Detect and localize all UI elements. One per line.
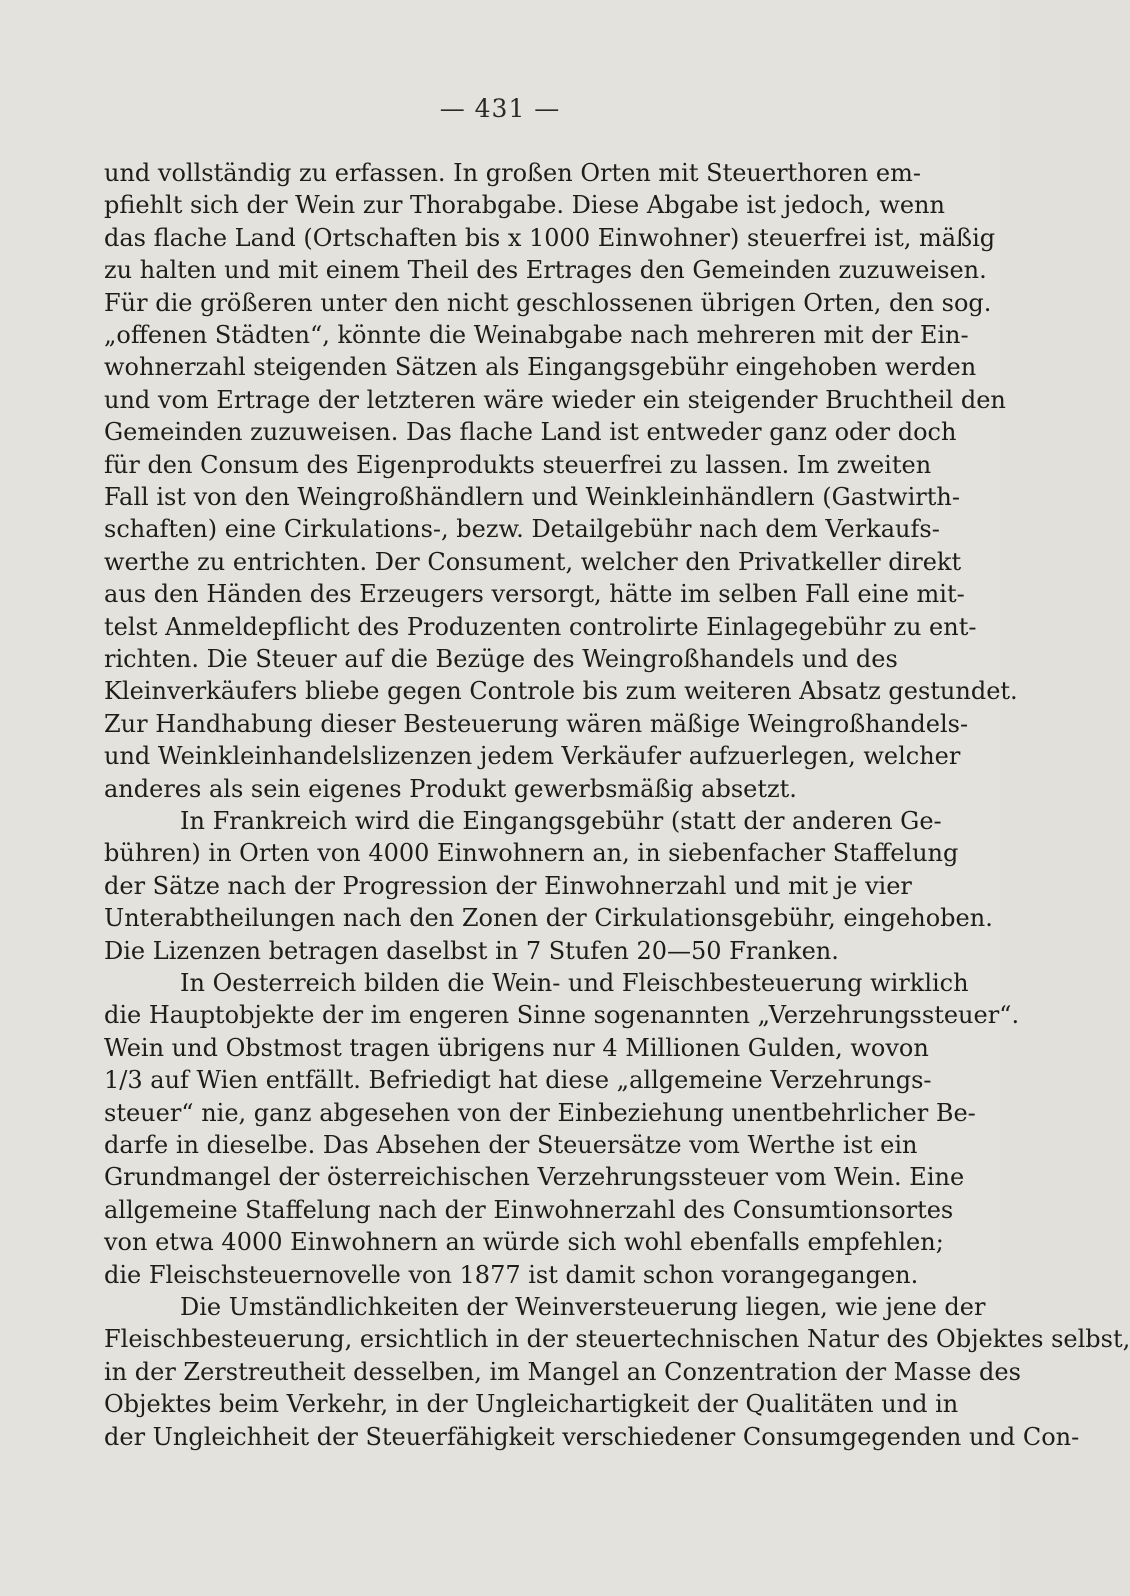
text-line: wohnerzahl steigenden Sätzen als Eingangsgebühr eingehoben werden [104,353,977,382]
text-line: anderes als sein eigenes Produkt gewerbsmäßig absetzt. [104,774,797,803]
text-line: Zur Handhabung dieser Besteuerung wären mäßige Weingroßhandels- [104,709,969,738]
text-line: werthe zu entrichten. Der Consument, welcher den Privatkeller direkt [104,547,962,576]
text-line: Die Lizenzen betragen daselbst in 7 Stufen 20—50 Franken. [104,936,839,965]
text-line: zu halten und mit einem Theil des Ertrages den Gemeinden zuzuweisen. [104,256,987,285]
text-line: Fall ist von den Weingroßhändlern und Weinkleinhändlern (Gastwirth- [104,483,960,511]
text-line: für den Consum des Eigenprodukts steuerfrei zu lassen. Im zweiten [104,450,932,479]
text-line: Unterabtheilungen nach den Zonen der Cirkulationsgebühr, eingehoben. [104,904,993,933]
text-line: darfe in dieselbe. Das Absehen der Steuersätze vom Werthe ist ein [104,1131,918,1159]
text-line: Fleischbesteuerung, ersichtlich in der steuertechnischen Natur des Objektes selbst, [104,1325,1130,1354]
text-line: pfiehlt sich der Wein zur Thorabgabe. Diese Abgabe ist jedoch, wenn [104,191,945,220]
text-line: allgemeine Staffelung nach der Einwohnerzahl des Consumtionsortes [104,1195,954,1224]
text-line: das flache Land (Ortschaften bis x 1000 Einwohner) steuerfrei ist, mäßig [104,223,996,252]
text-line: Kleinverkäufers bliebe gegen Controle bis zum weiteren Absatz gestundet. [104,677,1018,706]
text-line: Objektes beim Verkehr, in der Ungleichartigkeit der Qualitäten und in [104,1390,959,1419]
text-line: und vom Ertrage der letzteren wäre wieder ein steigender Bruchtheil den [104,385,1006,414]
text-line: steuer“ nie, ganz abgesehen von der Einbeziehung unentbehrlicher Be- [104,1098,976,1127]
text-line: „offenen Städten“, könnte die Weinabgabe nach mehreren mit der Ein- [104,321,969,349]
text-line: 1/3 auf Wien entfällt. Befriedigt hat diese „allgemeine Verzehrungs- [104,1066,932,1095]
text-line: aus den Händen des Erzeugers versorgt, hätte im selben Fall eine mit- [104,580,965,609]
text-line: die Hauptobjekte der im engeren Sinne sogenannten „Verzehrungssteuer“. [104,1001,1020,1030]
text-line: Grundmangel der österreichischen Verzehrungssteuer vom Wein. Eine [104,1163,965,1192]
text-line: der Sätze nach der Progression der Einwohnerzahl und mit je vier [104,871,912,900]
text-line: in der Zerstreutheit desselben, im Mangel an Conzentration der Masse des [104,1357,1021,1386]
text-line: Die Umständlichkeiten der Weinversteuerung liegen, wie jene der [180,1293,986,1321]
text-line: In Oesterreich bilden die Wein- und Fleischbesteuerung wirklich [180,969,969,997]
text-line: die Fleischsteuernovelle von 1877 ist damit schon vorangegangen. [104,1260,919,1289]
text-line: richten. Die Steuer auf die Bezüge des Weingroßhandels und des [104,645,898,673]
text-line: Gemeinden zuzuweisen. Das flache Land ist entweder ganz oder doch [104,418,957,447]
text-line: Wein und Obstmost tragen übrigens nur 4 Millionen Gulden, wovon [104,1033,929,1062]
text-line: von etwa 4000 Einwohnern an würde sich wohl ebenfalls empfehlen; [104,1228,944,1257]
text-line: Für die größeren unter den nicht geschlossenen übrigen Orten, den sog. [104,288,992,317]
text-line: schaften) eine Cirkulations-, bezw. Detailgebühr nach dem Verkaufs- [104,515,940,544]
page-number: — 431 — [439,94,561,123]
text-line: und vollständig zu erfassen. In großen Orten mit Steuerthoren em- [104,159,921,187]
text-line: der Ungleichheit der Steuerfähigkeit verschiedener Consumgegenden und Con- [104,1422,1080,1451]
text-line: bühren) in Orten von 4000 Einwohnern an, in siebenfacher Staffelung [104,839,959,868]
text-line: und Weinkleinhandelslizenzen jedem Verkäufer aufzuerlegen, welcher [104,742,961,771]
text-line: In Frankreich wird die Eingangsgebühr (statt der anderen Ge- [180,807,942,835]
text-line: telst Anmeldepflicht des Produzenten controlirte Einlagegebühr zu ent- [104,612,977,641]
